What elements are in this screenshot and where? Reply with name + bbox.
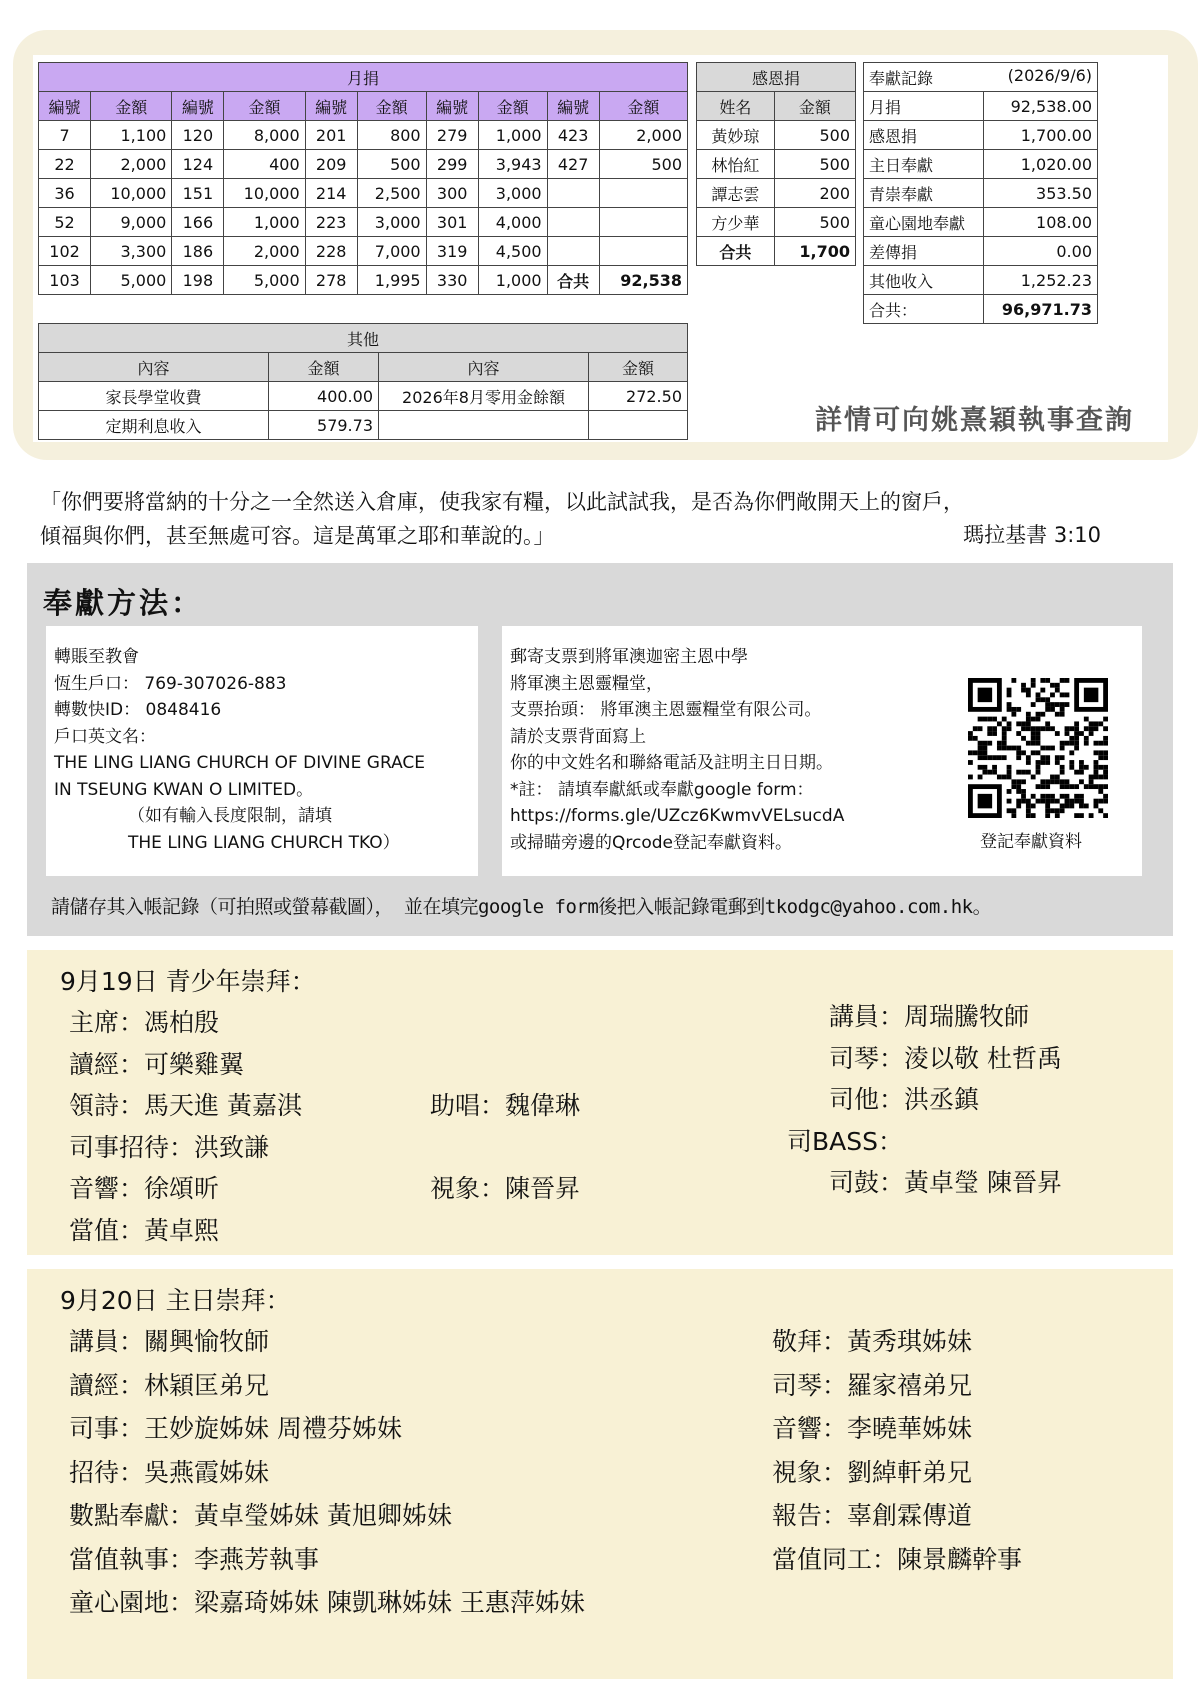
sunday-service-title: 9月20日 主日崇拜：: [60, 1286, 291, 1315]
id-cell: 166: [172, 208, 224, 237]
bank-line: 恆生戶口： 769-307026-883: [54, 673, 287, 694]
roster-entry: 音響：徐頌昕: [69, 1174, 220, 1203]
id-cell: 423: [547, 121, 599, 150]
col-header: 編號: [547, 92, 599, 121]
amount-cell: 3,300: [91, 237, 172, 266]
cheque-line: *註： 請填奉獻紙或奉獻google form：: [510, 779, 814, 800]
id-cell: 278: [305, 266, 357, 295]
roster-entry: 司事招待：洪致謙: [69, 1132, 270, 1162]
amount-cell: 108.00: [984, 208, 1098, 237]
table-row: [39, 179, 688, 208]
amount-cell: 5,000: [224, 266, 305, 295]
bank-line: 戶口英文名：: [54, 726, 156, 747]
id-cell: 427: [547, 150, 599, 179]
table-row: [697, 179, 856, 208]
id-cell: 299: [426, 150, 478, 179]
verse-line: 傾福與你們，甚至無處可容。這是萬軍之耶和華說的。」: [40, 524, 555, 548]
id-cell: 330: [426, 266, 478, 295]
cheque-card: [502, 626, 1142, 876]
id-cell: 103: [39, 266, 91, 295]
roster-entry: 主席：馮柏殷: [69, 1008, 220, 1037]
id-cell: 198: [172, 266, 224, 295]
roster-entry: 講員：關興愉牧師: [69, 1327, 270, 1356]
sunday-service-panel: [27, 1269, 1173, 1679]
id-cell: 22: [39, 150, 91, 179]
methods-title: 奉獻方法：: [43, 586, 204, 620]
table-row: [697, 150, 856, 179]
category-cell: 感恩捐: [864, 121, 984, 150]
table-row: [39, 208, 688, 237]
cheque-line: 請於支票背面寫上: [510, 726, 646, 747]
record-title: 奉獻記錄: [869, 68, 934, 88]
amount-cell: 1,020.00: [984, 150, 1098, 179]
id-cell: 209: [305, 150, 357, 179]
id-cell: 36: [39, 179, 91, 208]
amount-cell: [599, 179, 687, 208]
amount-cell: 7,000: [357, 237, 426, 266]
name-cell: 方少華: [697, 208, 775, 237]
col-header: 編號: [426, 92, 478, 121]
amount-cell: 92,538.00: [984, 92, 1098, 121]
table-row: [39, 150, 688, 179]
item-cell: 定期利息收入: [39, 411, 269, 440]
cheque-line: 支票抬頭： 將軍澳主恩靈糧堂有限公司。: [510, 700, 822, 720]
bank-line: IN TSEUNG KWAN O LIMITED。: [54, 779, 314, 800]
table-row: [864, 179, 1098, 208]
col-header: 金額: [774, 92, 855, 121]
col-header: 金額: [599, 92, 687, 121]
offering-summary-area: [33, 55, 1168, 442]
id-cell: 102: [39, 237, 91, 266]
cheque-line: 你的中文姓名和聯絡電話及註明主日日期。: [510, 753, 833, 773]
table-row: [39, 121, 688, 150]
amount-cell: 500: [774, 208, 855, 237]
id-cell: 214: [305, 179, 357, 208]
cheque-line: 郵寄支票到將軍澳迦密主恩中學: [510, 647, 748, 667]
amount-cell: 353.50: [984, 179, 1098, 208]
id-cell: [547, 179, 599, 208]
item-cell: 2026年8月零用金餘額: [379, 382, 589, 411]
youth-service-title: 9月19日 青少年崇拜：: [60, 967, 316, 996]
roster-entry: 視象：陳晉昇: [430, 1174, 581, 1203]
thanks-total-label: 合共: [697, 237, 775, 266]
amount-cell: [599, 208, 687, 237]
record-table: [863, 62, 1098, 324]
verse-reference: 瑪拉基書 3:10: [963, 523, 1101, 547]
bank-line: THE LING LIANG CHURCH TKO）: [128, 832, 400, 853]
roster-entry: 音響：李曉華姊妹: [772, 1414, 973, 1443]
roster-entry: 當值同工：陳景麟幹事: [772, 1544, 1023, 1574]
bank-line: （如有輸入長度限制，請填: [128, 806, 332, 826]
qr-label: 登記奉獻資料: [980, 832, 1082, 852]
table-row: [864, 121, 1098, 150]
col-header: 金額: [357, 92, 426, 121]
others-rows: [39, 382, 688, 440]
table-row: [864, 92, 1098, 121]
record-total-label: 合共：: [864, 295, 984, 324]
youth-roster-col3: [787, 996, 1062, 1204]
amount-cell: 0.00: [984, 237, 1098, 266]
amount-cell: 500: [774, 150, 855, 179]
thanks-title: 感恩捐: [697, 63, 856, 92]
roster-entry: 助唱：魏偉琳: [430, 1091, 581, 1120]
category-cell: 童心園地奉獻: [864, 208, 984, 237]
table-row: [39, 411, 688, 440]
thanks-rows: [697, 121, 856, 237]
table-row: [864, 208, 1098, 237]
col-header: 編號: [39, 92, 91, 121]
amount-cell: 272.50: [589, 382, 688, 411]
id-cell: [547, 237, 599, 266]
id-cell: 301: [426, 208, 478, 237]
col-header: 姓名: [697, 92, 775, 121]
others-table: [38, 323, 688, 440]
category-cell: 差傳捐: [864, 237, 984, 266]
id-cell: 合共: [547, 266, 599, 295]
table-row: [39, 382, 688, 411]
thanks-table: [696, 62, 856, 266]
youth-service-panel: [27, 950, 1173, 1255]
amount-cell: 4,000: [478, 208, 547, 237]
amount-cell: [589, 411, 688, 440]
amount-cell: 5,000: [91, 266, 172, 295]
id-cell: 52: [39, 208, 91, 237]
amount-cell: 3,000: [478, 179, 547, 208]
table-row: [697, 208, 856, 237]
roster-entry: 童心園地：梁嘉琦姊妹 陳凱琳姊妹 王惠萍姊妹: [69, 1588, 585, 1617]
category-cell: 月捐: [864, 92, 984, 121]
roster-entry: 當值：黃卓熙: [69, 1215, 220, 1245]
table-row: [864, 150, 1098, 179]
roster-entry: 當值執事：李燕芳執事: [69, 1544, 320, 1574]
amount-cell: 500: [357, 150, 426, 179]
roster-entry: 司琴：羅家禧弟兄: [772, 1370, 973, 1400]
inquiry-note: 詳情可向姚熹穎執事查詢: [815, 405, 1134, 436]
record-total: 96,971.73: [984, 295, 1098, 324]
verse-line: 「你們要將當納的十分之一全然送入倉庫，使我家有糧，以此試試我，是否為你們敞開天上的窗戶，: [40, 490, 964, 514]
name-cell: 黃妙琼: [697, 121, 775, 150]
bank-line: THE LING LIANG CHURCH OF DIVINE GRACE: [54, 753, 426, 773]
category-cell: 青崇奉獻: [864, 179, 984, 208]
qr-code-icon[interactable]: [968, 678, 1108, 818]
id-cell: 186: [172, 237, 224, 266]
bank-line: 轉賬至教會: [54, 647, 139, 667]
amount-cell: 92,538: [599, 266, 687, 295]
id-cell: 151: [172, 179, 224, 208]
amount-cell: 10,000: [91, 179, 172, 208]
giving-methods-section: [27, 563, 1173, 936]
id-cell: 124: [172, 150, 224, 179]
amount-cell: 800: [357, 121, 426, 150]
col-header: 金額: [224, 92, 305, 121]
bank-line: 轉數快ID： 0848416: [54, 700, 222, 720]
thanks-total: 1,700: [774, 237, 855, 266]
roster-entry: 視象：劉綽軒弟兄: [772, 1457, 973, 1487]
col-header: 內容: [39, 353, 269, 382]
col-header: 金額: [269, 353, 379, 382]
bank-transfer-card: [46, 626, 478, 876]
amount-cell: 2,000: [91, 150, 172, 179]
monthly-rows: [39, 121, 688, 295]
col-header: 內容: [379, 353, 589, 382]
amount-cell: 4,500: [478, 237, 547, 266]
col-header: 金額: [478, 92, 547, 121]
item-cell: 家長學堂收費: [39, 382, 269, 411]
roster-entry: 領詩：馬天進 黃嘉淇: [69, 1091, 302, 1120]
roster-entry: 司事：王妙旋姊妹 周禮芬姊妹: [69, 1414, 402, 1443]
record-date: (2026/9/6): [1007, 65, 1092, 85]
roster-entry: 讀經：林穎匡弟兄: [69, 1370, 270, 1400]
amount-cell: 200: [774, 179, 855, 208]
category-cell: 主日奉獻: [864, 150, 984, 179]
col-header: 金額: [589, 353, 688, 382]
email-instruction: 請儲存其入帳記錄（可拍照或螢幕截圖）， 並在填完google form後把入帳記錄電郵到tkodgc@yahoo.com.hk。: [51, 896, 992, 918]
amount-cell: 1,000: [478, 121, 547, 150]
table-row: [864, 266, 1098, 295]
roster-entry: 司琴：淩以敬 杜哲禹: [829, 1043, 1062, 1073]
amount-cell: 400.00: [269, 382, 379, 411]
sunday-roster-col1: [69, 1320, 585, 1625]
monthly-table: [38, 62, 688, 295]
id-cell: 7: [39, 121, 91, 150]
amount-cell: 3,943: [478, 150, 547, 179]
roster-entry: 司BASS：: [787, 1126, 903, 1156]
table-row: [864, 237, 1098, 266]
roster-entry: 招待：吳燕霞姊妹: [69, 1457, 270, 1487]
roster-entry: 敬拜：黃秀琪姊妹: [772, 1327, 973, 1356]
cheque-line: 或掃瞄旁邊的Qrcode登記奉獻資料。: [510, 832, 792, 853]
record-rows: [864, 92, 1098, 295]
amount-cell: 8,000: [224, 121, 305, 150]
amount-cell: 1,100: [91, 121, 172, 150]
roster-entry: 司他：洪丞鎮: [829, 1085, 980, 1114]
amount-cell: 1,252.23: [984, 266, 1098, 295]
amount-cell: 3,000: [357, 208, 426, 237]
name-cell: 譚志雲: [697, 179, 775, 208]
others-title: 其他: [39, 324, 688, 353]
roster-entry: 數點奉獻：黃卓瑩姊妹 黃旭卿姊妹: [69, 1501, 452, 1530]
name-cell: 林怡紅: [697, 150, 775, 179]
roster-entry: 讀經：可樂雞翼: [69, 1049, 245, 1079]
id-cell: 120: [172, 121, 224, 150]
id-cell: 319: [426, 237, 478, 266]
id-cell: 300: [426, 179, 478, 208]
id-cell: 201: [305, 121, 357, 150]
amount-cell: 2,500: [357, 179, 426, 208]
amount-cell: 400: [224, 150, 305, 179]
amount-cell: 9,000: [91, 208, 172, 237]
roster-entry: 講員：周瑞騰牧師: [829, 1002, 1030, 1031]
table-row: [39, 237, 688, 266]
monthly-title: 月捐: [39, 63, 688, 92]
amount-cell: 1,700.00: [984, 121, 1098, 150]
id-cell: 223: [305, 208, 357, 237]
amount-cell: 2,000: [599, 121, 687, 150]
cheque-line: 將軍澳主恩靈糧堂，: [510, 673, 663, 694]
roster-entry: 司鼓：黃卓瑩 陳晉昇: [829, 1168, 1062, 1197]
col-header: 編號: [172, 92, 224, 121]
amount-cell: 1,995: [357, 266, 426, 295]
col-header: 編號: [305, 92, 357, 121]
table-row: [39, 266, 688, 295]
id-cell: 279: [426, 121, 478, 150]
amount-cell: [599, 237, 687, 266]
category-cell: 其他收入: [864, 266, 984, 295]
amount-cell: 500: [774, 121, 855, 150]
amount-cell: 579.73: [269, 411, 379, 440]
amount-cell: 2,000: [224, 237, 305, 266]
amount-cell: 1,000: [478, 266, 547, 295]
sunday-roster-col2: [772, 1320, 1022, 1581]
amount-cell: 10,000: [224, 179, 305, 208]
youth-roster-col1: [69, 1002, 302, 1251]
roster-entry: 報告：辜創霖傳道: [772, 1501, 973, 1530]
table-row: [697, 121, 856, 150]
id-cell: [547, 208, 599, 237]
amount-cell: 500: [599, 150, 687, 179]
amount-cell: 1,000: [224, 208, 305, 237]
youth-roster-col2: [430, 1085, 580, 1210]
col-header: 金額: [91, 92, 172, 121]
id-cell: 228: [305, 237, 357, 266]
form-link[interactable]: https://forms.gle/UZcz6KwmvVELsucdA: [510, 806, 845, 826]
item-cell: [379, 411, 589, 440]
record-title-cell: [864, 63, 1098, 92]
